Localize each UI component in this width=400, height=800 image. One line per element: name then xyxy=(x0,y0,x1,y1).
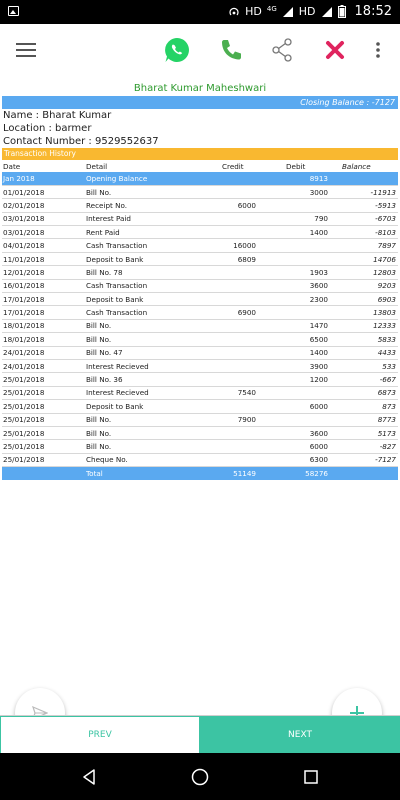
cell-balance: 14706 xyxy=(373,254,396,264)
cell-detail: Interest Recieved xyxy=(86,361,149,371)
system-nav-bar xyxy=(0,753,400,800)
cell-detail: Bill No. 78 xyxy=(86,267,123,277)
header-date: Date xyxy=(3,161,21,171)
header-balance: Balance xyxy=(342,161,371,171)
hamburger-menu-icon[interactable] xyxy=(10,34,42,66)
cell-debit xyxy=(286,252,342,265)
name-line: Name : Bharat Kumar xyxy=(3,110,112,121)
cell-balance: -8103 xyxy=(375,227,396,237)
cell-debit: 790 xyxy=(314,214,328,224)
cell-date: 04/01/2018 xyxy=(3,241,45,251)
cell-debit xyxy=(286,386,342,399)
close-icon[interactable] xyxy=(319,34,351,66)
table-row xyxy=(2,386,398,399)
cell-detail: Bill No. xyxy=(86,442,112,451)
cell-date: 18/01/2018 xyxy=(3,334,45,344)
cell-detail: Rent Paid xyxy=(86,227,120,237)
cell-balance: 6903 xyxy=(377,294,396,304)
cell-date: 01/01/2018 xyxy=(3,187,45,197)
cell-date: 24/01/2018 xyxy=(3,361,45,371)
cell-detail: Deposit to Bank xyxy=(86,254,144,264)
cell-debit: 1903 xyxy=(309,267,328,277)
cell-detail: Interest Paid xyxy=(86,214,131,224)
cell-credit: 6809 xyxy=(237,254,256,264)
cell-debit: 6000 xyxy=(309,442,328,451)
cell-debit: 3600 xyxy=(309,428,328,438)
cell-detail: Deposit to Bank xyxy=(86,294,144,304)
cell-credit: 7900 xyxy=(237,415,256,425)
table-row xyxy=(2,333,398,346)
cell-debit: 3600 xyxy=(309,281,328,291)
table-row xyxy=(2,266,398,279)
cell-balance: -667 xyxy=(379,375,396,385)
cell-credit xyxy=(222,279,286,292)
cell-detail: Bill No. 36 xyxy=(86,375,123,385)
transaction-history-header: Transaction History xyxy=(2,148,398,160)
total-row xyxy=(2,467,398,480)
status-icons xyxy=(228,4,392,19)
cell-credit xyxy=(222,400,286,413)
phone-icon[interactable] xyxy=(215,34,247,66)
cell-date: 03/01/2018 xyxy=(3,227,45,237)
cell-credit xyxy=(222,226,286,239)
cell-date: 25/01/2018 xyxy=(3,388,45,398)
cell-detail: Bill No. xyxy=(86,415,112,425)
table-row xyxy=(2,453,398,466)
cell-detail: Bill No. xyxy=(86,187,112,197)
cell-detail: Bill No. 47 xyxy=(86,348,123,358)
table-row xyxy=(2,279,398,292)
cell-debit xyxy=(286,239,342,252)
table-row xyxy=(2,226,398,239)
location-line: Location : barmer xyxy=(3,123,92,134)
cell-detail: Receipt No. xyxy=(86,200,128,210)
cell-debit: 6500 xyxy=(309,334,328,344)
cell-balance: 4433 xyxy=(377,348,396,358)
lte-label: 4G xyxy=(266,4,277,13)
table-row xyxy=(2,426,398,439)
cell-balance: 873 xyxy=(382,401,396,411)
cell-date: 17/01/2018 xyxy=(3,294,45,304)
cell-credit: 6000 xyxy=(237,200,256,210)
table-row xyxy=(2,185,398,198)
cell-detail: Bill No. xyxy=(86,334,112,344)
status-bar xyxy=(0,0,400,24)
table-row xyxy=(2,239,398,252)
table-row xyxy=(2,346,398,359)
cell-balance: 13803 xyxy=(373,308,396,318)
cell-date: 12/01/2018 xyxy=(3,267,45,277)
cell-date: 25/01/2018 xyxy=(3,415,45,425)
table-row xyxy=(2,319,398,332)
cell-balance: 9203 xyxy=(377,281,396,291)
table-row xyxy=(2,212,398,225)
cell-balance: -827 xyxy=(379,442,396,451)
signal-icon-2 xyxy=(321,6,333,18)
cell-date: 25/01/2018 xyxy=(3,455,45,465)
prev-button[interactable]: PREV xyxy=(0,716,200,754)
cell-date: 25/01/2018 xyxy=(3,375,45,385)
cell-debit xyxy=(286,413,342,426)
cell-detail: Bill No. xyxy=(86,428,112,438)
cell-balance: -6703 xyxy=(375,214,396,224)
table-row xyxy=(2,293,398,306)
cell-debit xyxy=(286,199,342,212)
cell-debit: 6300 xyxy=(309,455,328,465)
transaction-table xyxy=(2,160,398,480)
cell-credit xyxy=(222,346,286,359)
cell-date: Jan 2018 xyxy=(3,173,35,183)
header-detail: Detail xyxy=(86,161,108,171)
table-row xyxy=(2,199,398,212)
whatsapp-icon[interactable] xyxy=(161,34,193,66)
cell-debit: 1200 xyxy=(309,375,328,385)
cell-date: 24/01/2018 xyxy=(3,348,45,358)
cell-credit xyxy=(222,266,286,279)
cell-debit: 3900 xyxy=(309,361,328,371)
cell-balance: -7127 xyxy=(375,455,396,465)
cell-credit xyxy=(222,440,286,453)
table-header-row xyxy=(2,160,398,172)
cell-balance: -11913 xyxy=(370,187,396,197)
cell-balance: 5173 xyxy=(377,428,396,438)
network-label-1: HD xyxy=(245,5,262,18)
cell-credit xyxy=(222,185,286,198)
cell-credit xyxy=(222,453,286,466)
ledger-page xyxy=(0,82,400,480)
cell-balance: 8773 xyxy=(377,415,396,425)
cell-debit: 2300 xyxy=(309,294,328,304)
header-credit: Credit xyxy=(222,161,244,171)
table-row xyxy=(2,306,398,319)
cell-detail: Interest Recieved xyxy=(86,388,149,398)
cell-balance: 7897 xyxy=(377,241,396,251)
closing-balance-bar: Closing Balance : -7127 xyxy=(2,96,398,109)
cell-date: 16/01/2018 xyxy=(3,281,45,291)
back-icon[interactable] xyxy=(82,769,96,785)
cell-credit: 7540 xyxy=(237,388,256,398)
cell-balance: 533 xyxy=(382,361,396,371)
cell-date: 17/01/2018 xyxy=(3,308,45,318)
cell-balance: -5913 xyxy=(375,200,396,210)
cell-date xyxy=(2,467,86,480)
cell-debit: 1470 xyxy=(309,321,328,331)
table-row xyxy=(2,440,398,453)
total-debit: 58276 xyxy=(305,469,328,479)
cell-balance: 12333 xyxy=(373,321,396,331)
cell-balance xyxy=(342,467,398,480)
cell-credit xyxy=(222,172,286,185)
cell-credit xyxy=(222,373,286,386)
cell-date: 02/01/2018 xyxy=(3,200,45,210)
cell-balance xyxy=(342,172,398,185)
recents-icon[interactable] xyxy=(304,770,318,784)
cell-credit xyxy=(222,426,286,439)
cell-date: 18/01/2018 xyxy=(3,321,45,331)
pagination-bar xyxy=(0,715,400,753)
table-row xyxy=(2,413,398,426)
toolbar xyxy=(0,24,400,76)
clock: 18:52 xyxy=(354,4,392,19)
cell-debit: 6000 xyxy=(309,401,328,411)
contact-line: Contact Number : 9529552637 xyxy=(3,136,159,147)
cell-balance: 5833 xyxy=(377,334,396,344)
cell-detail: Opening Balance xyxy=(86,173,148,183)
cell-credit xyxy=(222,319,286,332)
cell-credit: 6900 xyxy=(237,308,256,318)
gallery-notification-icon xyxy=(8,6,19,16)
cell-date: 03/01/2018 xyxy=(3,214,45,224)
cell-date: 25/01/2018 xyxy=(3,401,45,411)
next-button[interactable]: NEXT xyxy=(200,716,400,754)
cell-detail: Cash Transaction xyxy=(86,241,148,251)
cell-date: 11/01/2018 xyxy=(3,254,45,264)
cell-debit: 1400 xyxy=(309,227,328,237)
signal-icon xyxy=(282,6,294,18)
home-icon[interactable] xyxy=(191,768,209,786)
cell-debit: 3000 xyxy=(309,187,328,197)
cell-credit: 16000 xyxy=(233,241,256,251)
cell-detail: Cash Transaction xyxy=(86,308,148,318)
cell-debit: 8913 xyxy=(309,173,328,183)
cell-credit xyxy=(222,333,286,346)
cell-detail: Bill No. xyxy=(86,321,112,331)
total-credit: 51149 xyxy=(233,469,256,479)
total-label: Total xyxy=(86,469,103,479)
header-debit: Debit xyxy=(286,161,306,171)
cell-detail: Cheque No. xyxy=(86,455,128,465)
cell-date: 25/01/2018 xyxy=(3,428,45,438)
table-row xyxy=(2,373,398,386)
network-label-2: HD xyxy=(298,5,316,18)
cell-credit xyxy=(222,293,286,306)
cell-credit xyxy=(222,359,286,372)
ledger-title: Bharat Kumar Maheshwari xyxy=(133,83,267,94)
cell-debit: 1400 xyxy=(309,348,328,358)
table-row xyxy=(2,359,398,372)
cell-balance: 12803 xyxy=(373,267,396,277)
hotspot-icon xyxy=(228,6,240,18)
share-icon[interactable] xyxy=(266,34,298,66)
table-row xyxy=(2,400,398,413)
cell-credit xyxy=(222,212,286,225)
table-row xyxy=(2,252,398,265)
more-vert-icon[interactable] xyxy=(362,34,394,66)
cell-date: 25/01/2018 xyxy=(3,442,45,451)
cell-debit xyxy=(286,306,342,319)
battery-icon xyxy=(338,5,346,18)
cell-detail: Cash Transaction xyxy=(86,281,148,291)
cell-balance: 6873 xyxy=(377,388,396,398)
opening-balance-row xyxy=(2,172,398,185)
cell-detail: Deposit to Bank xyxy=(86,401,144,411)
